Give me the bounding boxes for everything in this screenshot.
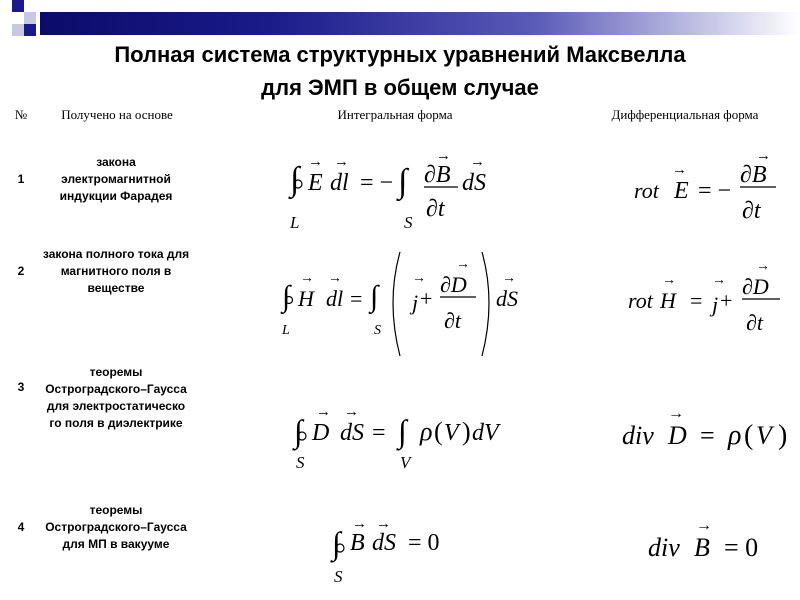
svg-text:→: → [662,273,676,288]
svg-text:→: → [436,148,451,164]
svg-text:→: → [352,516,367,532]
svg-text:+: + [720,288,733,313]
row-basis: теоремы Остроградского–Гаусса для электростатическо го поля в диэлектрике [45,365,187,430]
svg-text:= −: = − [698,178,732,204]
svg-text:dS: dS [340,420,364,446]
svg-text:): ) [462,417,471,446]
row-basis: закона полного тока для магнитного поля в веществе [42,247,190,295]
svg-text:∂t: ∂t [746,310,763,335]
row-basis: закона электромагнитной индукции Фарадея [59,155,173,203]
integral-formula [292,396,522,476]
svg-text:→: → [334,154,349,170]
svg-text:): ) [778,420,788,451]
header-basis: Получено на основе [61,107,173,122]
header-integral: Интегральная форма [337,107,453,122]
svg-text:H: H [298,286,314,311]
svg-text:dV: dV [472,420,499,446]
svg-text:→: → [756,148,771,164]
svg-text:→: → [308,154,323,170]
svg-text:= −: = − [360,170,394,196]
svg-text:→: → [344,404,359,420]
differential-formula [624,256,794,346]
svg-text:L: L [282,323,290,338]
svg-text:S: S [334,567,343,586]
svg-text:∫: ∫ [294,413,303,449]
decor-square [24,24,36,36]
svg-text:dS: dS [372,530,396,556]
svg-text:V: V [756,421,772,450]
svg-text:→: → [712,273,726,288]
svg-text:∂t: ∂t [742,198,761,224]
svg-text:→: → [456,257,470,272]
integral-formula [286,144,516,234]
svg-text:=: = [690,288,703,313]
row-number: 4 [17,520,25,534]
svg-text:∫: ∫ [282,280,291,313]
decor-square [24,12,36,24]
integral-formula [330,508,480,590]
svg-text:∫: ∫ [370,280,379,313]
svg-text:j: j [712,292,719,317]
svg-text:= 0: = 0 [408,530,440,556]
svg-text:→: → [756,259,770,274]
row-basis: теоремы Остроградского–Гаусса для МП в вакууме [45,503,187,551]
svg-text:D: D [312,420,330,446]
svg-text:=: = [372,420,386,446]
svg-text:S: S [374,323,381,338]
title-decor-bar [40,12,800,35]
svg-text:(: ( [744,420,754,451]
decor-square [12,0,24,12]
svg-text:=: = [350,286,363,311]
svg-text:V: V [400,453,411,472]
differential-formula [630,144,780,234]
svg-text:E: E [674,178,689,204]
row-number: 3 [17,380,25,394]
svg-text:→: → [668,405,684,422]
slide-title-line2: для ЭМП в общем случае [261,75,539,100]
row-number: 2 [17,264,25,278]
svg-text:= 0: = 0 [724,533,759,562]
header-differential: Дифференциальная форма [611,107,759,122]
svg-text:→: → [470,154,485,170]
svg-text:∂D: ∂D [440,272,467,297]
svg-text:dS: dS [462,170,486,196]
svg-text:S: S [296,453,305,472]
svg-text:(: ( [434,417,443,446]
svg-text:∫: ∫ [398,163,408,200]
differential-formula [644,510,794,570]
svg-text:→: → [328,271,342,286]
svg-text:dl: dl [326,286,344,311]
svg-text:+: + [420,286,433,311]
svg-text:∂B: ∂B [740,162,767,188]
svg-text:V: V [444,420,459,446]
header-number: № [14,107,28,122]
svg-text:H: H [660,288,676,313]
svg-text:∂B: ∂B [424,162,451,188]
svg-text:∫: ∫ [290,161,300,198]
row-number: 1 [17,172,25,186]
svg-text:j: j [412,290,419,315]
svg-text:D: D [668,421,687,450]
svg-text:∫: ∫ [398,413,407,449]
svg-text:E: E [308,170,323,196]
svg-text:dl: dl [330,170,349,196]
svg-text:→: → [300,271,314,286]
slide-title-line1: Полная система структурных уравнений Максвелла [114,42,686,67]
svg-text:→: → [672,162,687,178]
svg-text:→: → [696,517,712,534]
svg-text:dS: dS [496,286,518,311]
svg-text:→: → [502,271,516,286]
svg-text:div: div [622,421,654,450]
svg-text:∂D: ∂D [742,274,769,299]
svg-text:∂t: ∂t [426,196,445,222]
integral-formula [280,244,540,362]
svg-text:ρ: ρ [420,417,433,446]
svg-text:→: → [316,404,331,420]
svg-text:→: → [412,271,426,286]
svg-text:→: → [376,516,391,532]
differential-formula [618,400,798,460]
svg-text:L: L [290,213,300,232]
svg-text:∂t: ∂t [444,308,461,333]
svg-text:∫: ∫ [332,525,341,561]
svg-text:B: B [694,533,710,562]
svg-text:ρ: ρ [728,420,742,451]
svg-text:=: = [700,421,715,450]
svg-text:rot: rot [628,288,653,313]
svg-text:rot: rot [634,178,659,203]
svg-text:S: S [404,213,413,232]
svg-text:B: B [350,530,365,556]
svg-text:div: div [648,533,680,562]
decor-square [12,24,24,36]
